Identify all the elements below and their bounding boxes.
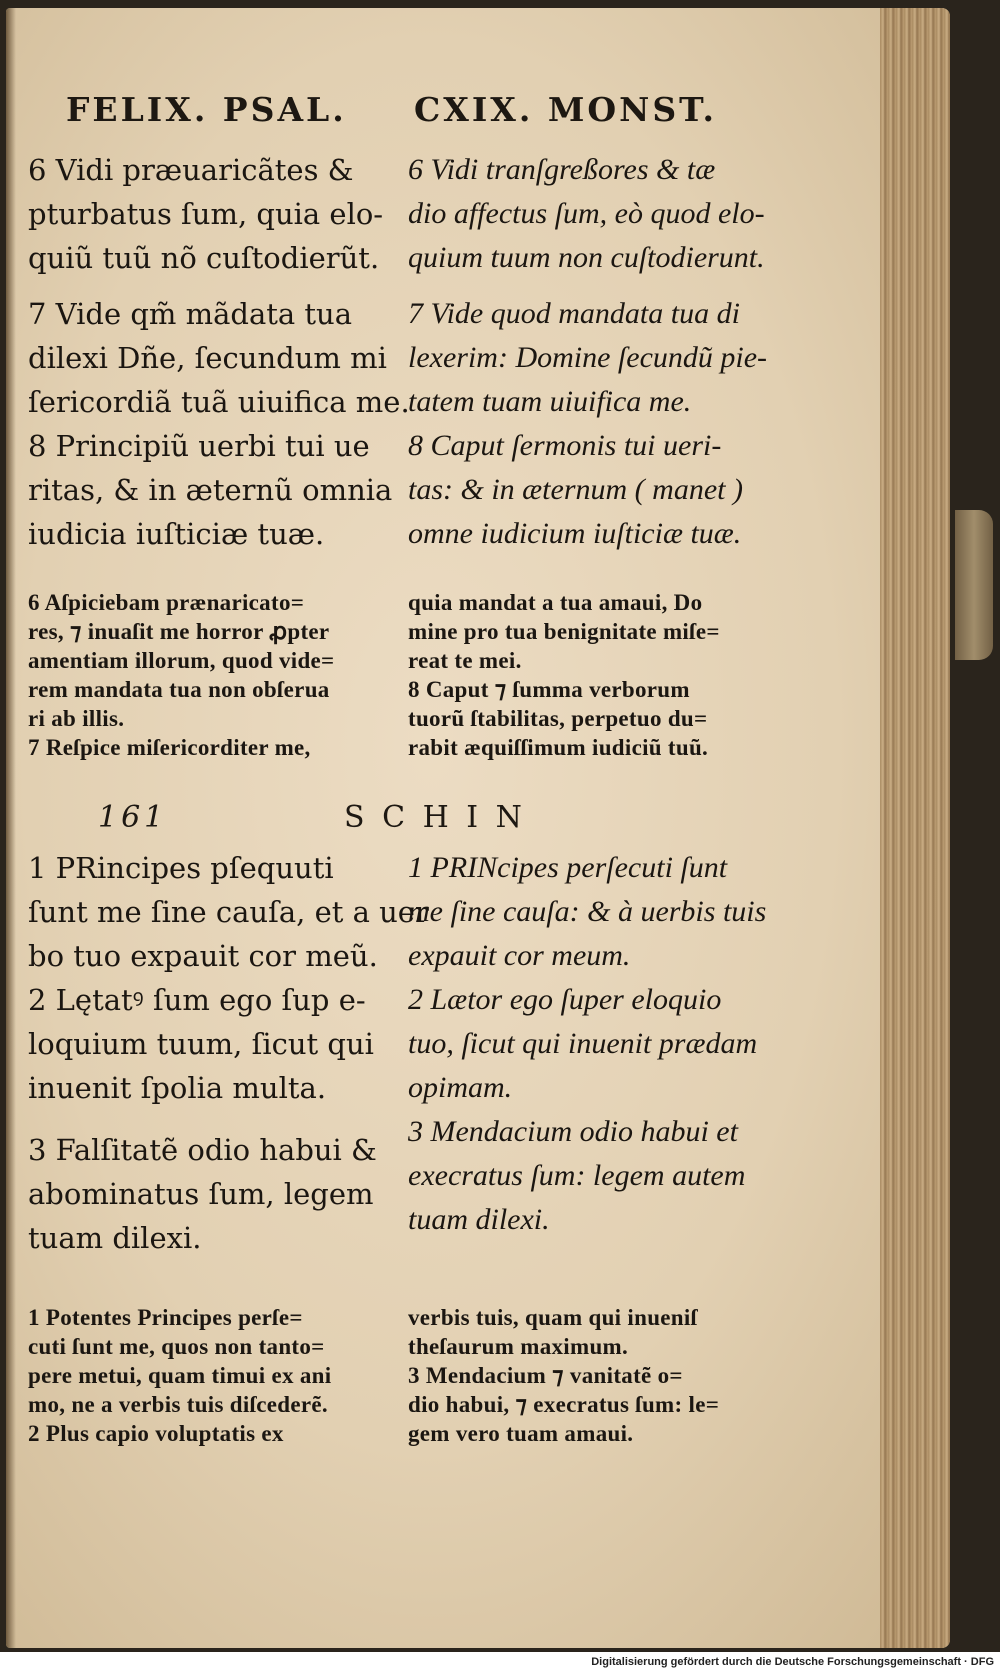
text-line: 8 Caput ⁊ ſumma verborum — [408, 677, 690, 702]
text-line: ri ab illis. — [28, 706, 125, 731]
text-line: ritas, & in æternũ omnia — [28, 473, 393, 507]
text-line: mine pro tua benignitate miſe= — [408, 619, 720, 644]
text-line: tuo, ſicut qui inuenit prædam — [408, 1027, 758, 1060]
text-line: gem vero tuam amaui. — [408, 1421, 634, 1446]
text-line: 3 Falſitatẽ odio habui & — [28, 1133, 377, 1167]
psalm-section-title: S C H I N — [344, 800, 526, 835]
text-line: 6 Vidi præuaricãtes & — [28, 153, 354, 187]
text-line: mo, ne a verbis tuis diſcederẽ. — [28, 1392, 328, 1417]
page-fore-edge — [880, 8, 950, 1648]
text-line: me ſine cauſa: & à uerbis tuis — [408, 895, 767, 928]
text-line: res, ⁊ inuaſit me horror ꝓpter — [28, 619, 330, 644]
text-line: 2 Plus capio voluptatis ex — [28, 1421, 284, 1446]
text-line: 8 Caput ſermonis tui ueri- — [408, 429, 722, 462]
verse-block-translation-2 — [408, 846, 766, 1242]
text-line: dio affectus ſum, eò quod elo- — [408, 197, 765, 230]
digitization-footer — [0, 1652, 1000, 1676]
spacer — [28, 1110, 429, 1128]
text-line: 6 Aſpiciebam prænaricato= — [28, 590, 305, 615]
text-line: loquium tuum, ſicut qui — [28, 1027, 374, 1061]
text-line: lexerim: Domine ſecundũ pie- — [408, 341, 768, 374]
text-line: tuam dilexi. — [408, 1203, 550, 1236]
funding-credit: Digitalisierung gefördert durch die Deutsche Forschungsgemeinschaft · DFG — [591, 1656, 994, 1668]
verse-block-vulgate-2 — [28, 846, 429, 1260]
text-line: rem mandata tua non obſerua — [28, 677, 330, 702]
text-line: 3 Mendacium ⁊ vanitatẽ o= — [408, 1363, 683, 1388]
text-line: quium tuum non cuſtodierunt. — [408, 241, 765, 274]
text-line: 2 Lętatꝰ ſum ego ſup e- — [28, 983, 366, 1017]
running-head-left: FELIX. PSAL. — [66, 90, 347, 129]
text-line: iudicia iuſticiæ tuæ. — [28, 517, 325, 551]
text-line: 7 Vide quod mandata tua di — [408, 297, 740, 330]
psalm-section-number: 161 — [98, 800, 168, 835]
text-line: 1 Potentes Principes perſe= — [28, 1305, 303, 1330]
text-line: 3 Mendacium odio habui et — [408, 1115, 738, 1148]
text-line: verbis tuis, quam qui inueniſ — [408, 1305, 698, 1330]
text-line: 8 Principiũ uerbi tui ue — [28, 429, 370, 463]
gloss-block-left-1 — [28, 588, 334, 762]
text-line: omne iudicium iuſticiæ tuæ. — [408, 517, 742, 550]
text-line: opimam. — [408, 1071, 513, 1104]
text-line: ſericordiã tuã uiuifica me. — [28, 385, 410, 419]
text-line: 1 PRincipes pſequuti — [28, 851, 334, 885]
text-line: abominatus ſum, legem — [28, 1177, 374, 1211]
text-line: pturbatus ſum, quia elo- — [28, 197, 384, 231]
text-line: bo tuo expauit cor meũ. — [28, 939, 378, 973]
book-page — [6, 8, 950, 1648]
text-line: quia mandat a tua amaui, Do — [408, 590, 703, 615]
text-line: tuam dilexi. — [28, 1221, 202, 1255]
text-line: execratus ſum: legem autem — [408, 1159, 746, 1192]
text-line: 7 Vide qm̃ mãdata tua — [28, 297, 353, 331]
text-line: theſaurum maximum. — [408, 1334, 629, 1359]
text-line: pere metui, quam timui ex ani — [28, 1363, 332, 1388]
book-clasp — [955, 510, 993, 660]
text-line: reat te mei. — [408, 648, 522, 673]
text-line: rabit æquiſſimum iudiciũ tuũ. — [408, 735, 709, 760]
text-line: ſunt me ſine cauſa, et a uer — [28, 895, 429, 929]
page-gutter — [6, 8, 16, 1648]
text-line: 2 Lætor ego ſuper eloquio — [408, 983, 722, 1016]
text-line: 1 PRINcipes perſecuti ſunt — [408, 851, 728, 884]
text-line: expauit cor meum. — [408, 939, 631, 972]
text-line: tatem tuam uiuifica me. — [408, 385, 692, 418]
text-line: 6 Vidi tranſgreßores & tæ — [408, 153, 716, 186]
gloss-block-left-2 — [28, 1303, 331, 1448]
gloss-block-right-1 — [408, 588, 720, 762]
verse-block-vulgate-1 — [28, 148, 410, 556]
text-line: quiũ tuũ nõ cuſtodierũt. — [28, 241, 380, 275]
text-line: tuorũ ſtabilitas, perpetuo du= — [408, 706, 708, 731]
text-line: cuti ſunt me, quos non tanto= — [28, 1334, 325, 1359]
text-line: inuenit ſpolia multa. — [28, 1071, 327, 1105]
running-head-right: CXIX. MONST. — [414, 90, 717, 129]
text-line: 7 Reſpice miſericorditer me, — [28, 735, 311, 760]
text-line: amentiam illorum, quod vide= — [28, 648, 335, 673]
text-line: dilexi Dñe, ſecundum mi — [28, 341, 387, 375]
text-line: dio habui, ⁊ execratus ſum: le= — [408, 1392, 720, 1417]
verse-block-translation-1 — [408, 148, 767, 556]
text-line: tas: & in æternum ( manet ) — [408, 473, 743, 506]
gloss-block-right-2 — [408, 1303, 719, 1448]
